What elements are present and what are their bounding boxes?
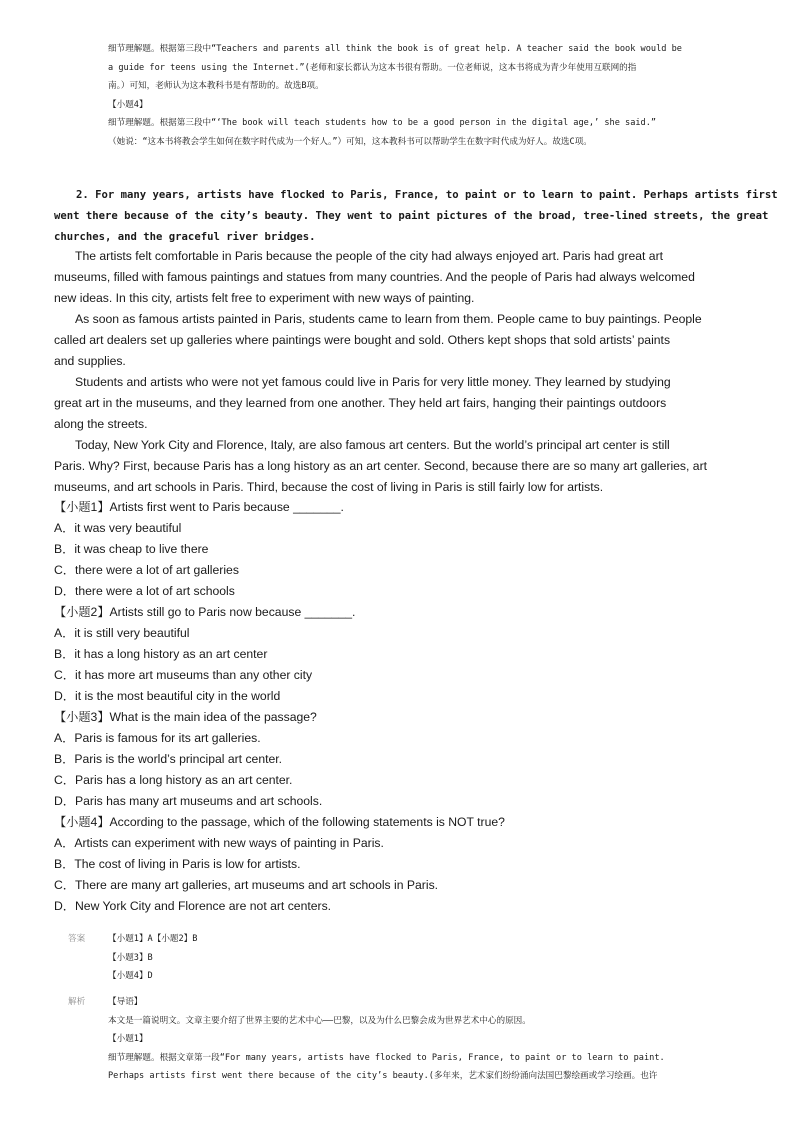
answer-option: C．it has more art museums than any other city xyxy=(54,668,313,682)
heading-line: churches, and the graceful river bridges. xyxy=(54,231,316,243)
analysis-line: 本文是一篇说明文。文章主要介绍了世界主要的艺术中心——巴黎，以及为什么巴黎会成为世界艺术中心的原因。 xyxy=(108,1015,531,1026)
analysis-line: Perhaps artists first went there because of the city’s beauty.(多年来，艺术家们纷纷涌向法国巴黎绘画或学习绘画。也许 xyxy=(108,1071,658,1081)
passage-line: Students and artists who were not yet famous could live in Paris for very little money. They learned by studying xyxy=(75,375,671,389)
answer-option: A．it is still very beautiful xyxy=(54,626,190,640)
answer-option: B．The cost of living in Paris is low for artists. xyxy=(54,857,301,871)
explanation-line: 细节理解题。根据第三段中“Teachers and parents all think the book is of great help. A teacher said the book would be xyxy=(108,44,682,54)
answer-option: D．Paris has many art museums and art schools. xyxy=(54,794,323,808)
passage-heading xyxy=(54,185,778,248)
passage-line: great art in the museums, and they learned from one another. They held art fairs, hanging their paintings outdoors xyxy=(54,396,667,410)
explanation-line: 南。）可知，老师认为这本教科书是有帮助的。故选B项。 xyxy=(108,81,324,91)
analysis-content xyxy=(108,993,728,1086)
explanation-line: a guide for teens using the Internet.”(老师和家长都认为这本书很有帮助。一位老师说，这本书将成为青少年使用互联网的指 xyxy=(108,62,637,73)
question-stem: 【小题3】What is the main idea of the passage? xyxy=(54,710,317,724)
analysis-line: 细节理解题。根据文章第一段“For many years, artists have flocked to Paris, France, to paint or to learn to paint. xyxy=(108,1052,665,1063)
passage-line: called art dealers set up galleries where paintings were bought and sold. Others kept shops that sold artists’ paints xyxy=(54,333,671,347)
answer-line: 【小题4】D xyxy=(108,971,153,981)
heading-line: 2. For many years, artists have flocked to Paris, France, to paint or to learn to paint. Perhaps artists first xyxy=(76,189,778,201)
answer-option: C．Paris has a long history as an art center. xyxy=(54,773,293,787)
passage-line: The artists felt comfortable in Paris because the people of the city had always enjoyed art. Paris had great art xyxy=(75,249,664,263)
passage-line: along the streets. xyxy=(54,417,148,431)
answer-option: B．Paris is the world’s principal art center. xyxy=(54,752,283,766)
answer-content xyxy=(108,930,728,986)
previous-answer-explanation xyxy=(108,40,728,151)
analysis-line: 【小题1】 xyxy=(108,1034,148,1044)
passage-line: and supplies. xyxy=(54,354,126,368)
passage-line: museums, and art schools in Paris. Third, because the cost of living in Paris is still fairly low for artists. xyxy=(54,480,604,494)
analysis-line: 【导语】 xyxy=(108,997,143,1007)
explanation-line: 【小题4】 xyxy=(108,99,148,110)
passage-line: As soon as famous artists painted in Paris, students came to learn from them. People came to buy paintings. People xyxy=(75,312,702,326)
passage-line: Today, New York City and Florence, Italy, are also famous art centers. But the world’s principal art center is still xyxy=(75,438,670,452)
heading-line: went there because of the city’s beauty. They went to paint pictures of the broad, tree-lined streets, the great xyxy=(54,210,769,222)
answer-option: D．there were a lot of art schools xyxy=(54,584,235,598)
answer-option: B．it was cheap to live there xyxy=(54,542,209,556)
answer-option: C．there were a lot of art galleries xyxy=(54,563,239,577)
answer-option: A．Artists can experiment with new ways of painting in Paris. xyxy=(54,836,384,850)
answer-option: A．Paris is famous for its art galleries. xyxy=(54,731,261,745)
question-stem: 【小题4】According to the passage, which of the following statements is NOT true? xyxy=(54,815,505,829)
question-stem: 【小题2】Artists still go to Paris now because _______. xyxy=(54,605,356,619)
answer-option: A．it was very beautiful xyxy=(54,521,182,535)
answer-option: B．it has a long history as an art center xyxy=(54,647,268,661)
passage-line: Paris. Why? First, because Paris has a long history as an art center. Second, because there are so many art galleries, art xyxy=(54,459,708,473)
analysis-label: 解析 xyxy=(68,997,86,1007)
answer-line: 【小题3】B xyxy=(108,952,153,963)
question-stem: 【小题1】Artists first went to Paris because _______. xyxy=(54,500,344,514)
answer-line: 【小题1】A【小题2】B xyxy=(108,934,198,944)
passage-line: new ideas. In this city, artists felt free to experiment with new ways of painting. xyxy=(54,291,475,305)
passage-line: museums, filled with famous paintings and statues from many countries. And the people of Paris had always welcomed xyxy=(54,270,695,284)
passage-body xyxy=(54,246,744,498)
answer-option: D．it is the most beautiful city in the world xyxy=(54,689,281,703)
answer-option: D．New York City and Florence are not art centers. xyxy=(54,899,332,913)
explanation-line: 细节理解题。根据第三段中“‘The book will teach students how to be a good person in the digital age,’ she said.” xyxy=(108,118,657,128)
answer-option: C．There are many art galleries, art museums and art schools in Paris. xyxy=(54,878,439,892)
answer-label: 答案 xyxy=(68,934,86,944)
explanation-line: （她说：“这本书将教会学生如何在数字时代成为一个好人。”）可知，这本教科书可以帮助学生在数字时代成为好人。故选C项。 xyxy=(108,136,592,147)
question-list xyxy=(54,497,744,917)
